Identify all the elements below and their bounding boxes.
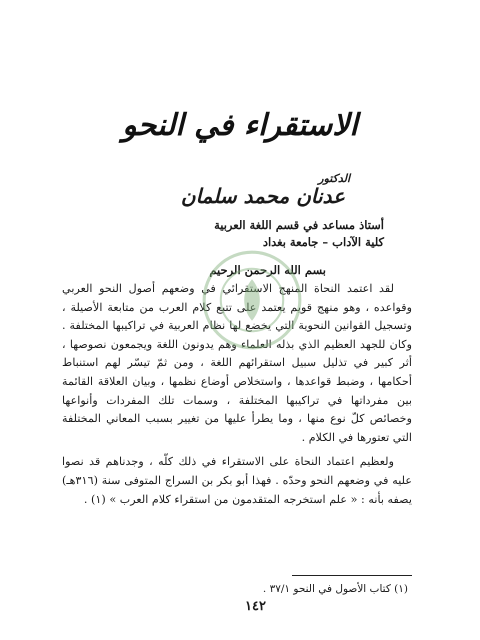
library-stamp-icon — [200, 248, 304, 352]
author-position: أستاذ مساعد في قسم اللغة العربية — [214, 218, 384, 232]
page-number: ١٤٢ — [245, 599, 266, 614]
author-institution: كلية الآداب – جامعة بغداد — [262, 235, 384, 249]
author-name: عدنان محمد سلمان — [180, 184, 345, 208]
paragraph: لقد اعتمد النحاة المنهج الاستقرائي في وضعهم أصول النحو العربي وقواعده ، وهو منهج قويم يعتمد على تتبع كلام العرب من متابعة الأصيلة ، وتسجيل القوانين النحوية التي يخضع لها نظام العربية في تراكيبها المختلفة . وكان للجهد العظيم الذي بذله العلماء وهم يدونون اللغة ويجمعون نصوصها ، أثر كبير في تذليل سبيل استقرائهم اللغة ، ومن ثمّ تيسّر لهم استنباط أحكامها ، وضبط قواعدها ، واستخلاص أوضاع نظمها ، وبيان العلاقة القائمة بين مفرداتها في تراكيبها المختلفة ، وسمات تلك المفردات وأنواعها وخصائص كلّ نوع منها ، وما يطرأ عليها من تغيير بسبب المعاني المختلفة التي تعتورها في الكلام . — [62, 282, 412, 444]
footnote: (١) كتاب الأصول في النحو ٣٧/١ . — [262, 583, 408, 595]
article-title: الاستقراء في النحو — [122, 108, 358, 143]
footnote-divider — [292, 575, 412, 576]
basmala: بسم الله الرحمن الرحيم — [209, 263, 326, 277]
author-label: الدكتور — [318, 172, 350, 185]
paragraph: ولعظيم اعتماد النحاة على الاستقراء في ذلك كلّه ، وجدناهم قد نصوا عليه في وضعهم النحو وحدّه . فهذا أبو بكر بن السراج المتوفى سنة (٣١٦هـ) يصفه بأنه : « علم استخرجه المتقدمون من استقراء كلام العرب » (١) . — [62, 455, 412, 506]
